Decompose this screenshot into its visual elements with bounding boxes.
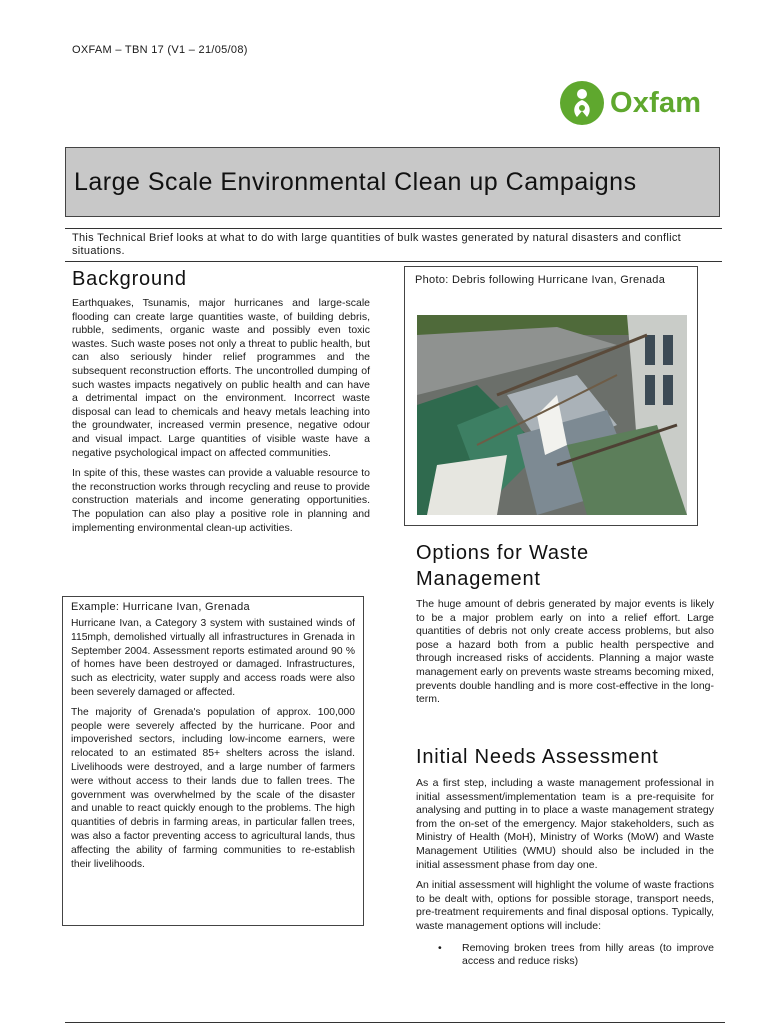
example-box [62, 596, 364, 926]
assessment-heading: Initial Needs Assessment [416, 746, 659, 768]
assessment-section [416, 746, 714, 969]
document-reference: OXFAM – TBN 17 (V1 – 21/05/08) [72, 44, 248, 56]
list-item: • Removing broken trees from hilly areas (to improve access and reduce risks) [438, 941, 714, 968]
footer-divider [65, 1022, 725, 1023]
background-paragraph-1: Earthquakes, Tsunamis, major hurricanes and large-scale flooding can create large quantities waste, of building debris, rubble, sediments, organic waste and possibly even toxic wastes. Such waste poses not only a threat to public health, but can also seriously hinder relief programmes and the subsequent reconstruction efforts. The uncontrolled dumping of such wastes impacts negatively on public health and can have a detrimental impact on the environment. Incorrect waste disposal can lead to chemicals and heavy metals leaching into the groundwater, increased vermin presence, negative odour and visual impact. Large quantities of visible waste have a negative psychological impact on affected communities. [72, 297, 370, 459]
title-banner [65, 147, 720, 217]
photo-box [404, 266, 698, 526]
options-paragraph: The huge amount of debris generated by major events is likely to be a major problem early on into a relief effort. Large quantities of debris not only create access problems, but also pose a hazard both from a public health perspective and through increased risks of accidents. Planning a major waste management early on prevents waste streams becoming mixed, prevents double handling and is more cost-effective in the long-term. [416, 598, 714, 706]
options-heading: Options for Waste Management [416, 542, 589, 590]
background-heading: Background [72, 268, 187, 290]
example-paragraph-2: The majority of Grenada's population of approx. 100,000 people were severely affected by the hurricane. Poor and impoverished sectors, including low-income earners, were relocated to an estimated 85+ shelters across the island. Livelihoods were destroyed, and a large number of farmers were without access to their lands due to fallen trees. The government was overwhelmed by the scale of the disaster and unable to react quickly enough to the problems. The high quantities of debris in farming areas, in particular fallen trees, was also a factor preventing access to agricultural lands, thus affecting the ability of farming communities to re-establish their livelihoods. [71, 706, 355, 870]
oxfam-figure-icon [560, 81, 604, 125]
assessment-paragraph-2: An initial assessment will highlight the volume of waste fractions to be dealt with, options for possible storage, transport needs, pre-treatment requirements and final disposal options. Typically, waste management options will include: [416, 879, 714, 932]
example-title: Example: Hurricane Ivan, Grenada [71, 601, 250, 613]
background-section [72, 268, 370, 535]
options-section [416, 540, 714, 707]
bullet-text: Removing broken trees from hilly areas (to improve access and reduce risks) [462, 941, 714, 968]
example-paragraph-1: Hurricane Ivan, a Category 3 system with sustained winds of 115mph, demolished virtually all infrastructures in Grenada in September 2004. Assessment reports estimated around 90 % of homes have been destroyed or damaged. Infrastructures, such as electricity, water supply and access roads were also been severely damaged or affected. [71, 618, 355, 698]
assessment-bullet-list [416, 942, 714, 969]
debris-photo [417, 315, 687, 515]
page-title: Large Scale Environmental Clean up Campaigns [74, 167, 637, 196]
photo-caption: Photo: Debris following Hurricane Ivan, Grenada [415, 274, 666, 286]
oxfam-logo [560, 80, 720, 126]
background-paragraph-2: In spite of this, these wastes can provide a valuable resource to the reconstruction works through recycling and reuse to provide construction materials and income generating opportunities. The population can also play a positive role in planning and implementing environmental clean-up activities. [72, 467, 370, 534]
oxfam-logo-text: Oxfam [610, 86, 702, 119]
assessment-paragraph-1: As a first step, including a waste management professional in initial assessment/implementation team is a pre-requisite for analysing and putting in to place a waste management strategy from the on-set of the emergency. Major stakeholders, such as Ministry of Health (MoH), Ministry of Works (MoW) and Waste Management Utilities (WMU) should also be included in the initial assessment phase from day one. [416, 777, 714, 871]
intro-text: This Technical Brief looks at what to do with large quantities of bulk wastes generated by natural disasters and conflict situations. [65, 228, 722, 262]
